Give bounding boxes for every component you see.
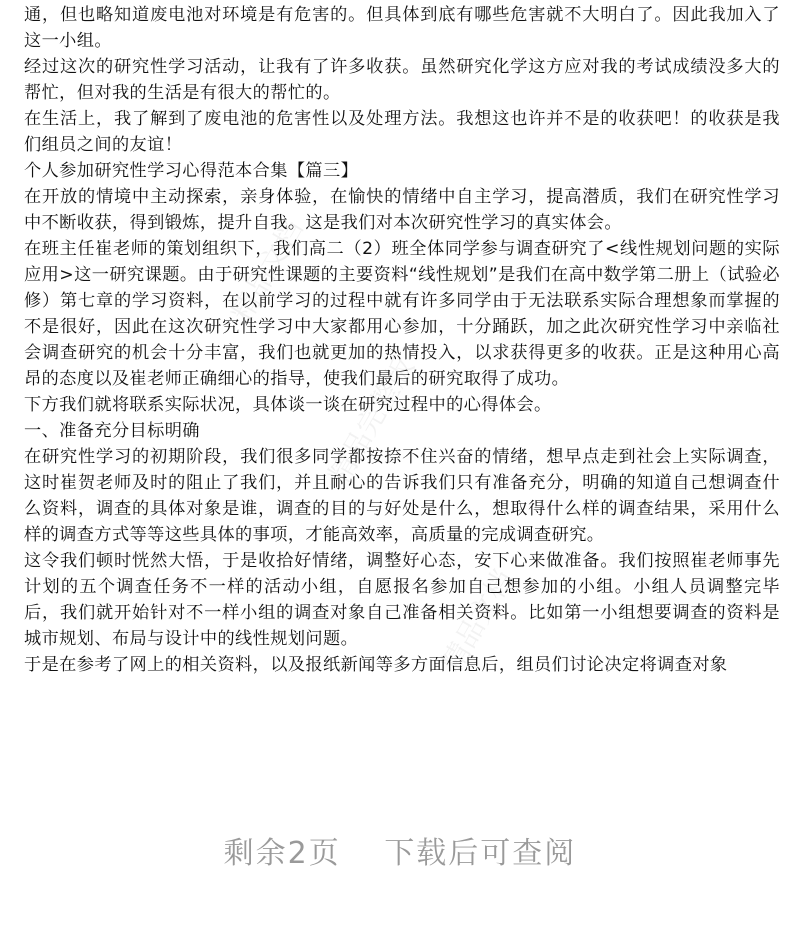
section-heading: 个人参加研究性学习心得范本合集【篇三】 <box>24 161 359 181</box>
paragraph: 在班主任崔老师的策划组织下，我们高二（2）班全体同学参与调查研究了<线性规划问题的实际应用>这一研究课题。由于研究性课题的主要资料“线性规划”是我们在高中数学第二册上（试验必修）第七章的学习资料，在以前学习的过程中就有许多同学由于无法联系实际合理想象而掌握的不是很好，因此在这次研究性学习中大家都用心参加，十分踊跃，加之此次研究性学习中亲临社会调查研究的机会十分丰富，我们也就更加的热情投入，以求获得更多的收获。正是这种用心高昂的态度以及崔老师正确细心的指导，使我们最后的研究取得了成功。 <box>24 239 780 389</box>
subsection-heading: 一、准备充分目标明确 <box>24 421 200 441</box>
paragraph: 经过这次的研究性学习活动，让我有了许多收获。虽然研究化学这方应对我的考试成绩没多大的帮忙，但对我的生活是有很大的帮忙的。 <box>24 57 780 103</box>
watermark: 精品文档 <box>225 213 310 328</box>
paragraph: 在研究性学习的初期阶段，我们很多同学都按捺不住兴奋的情绪，想早点走到社会上实际调查，这时崔贺老师及时的阻止了我们，并且耐心的告诉我们只有准备充分，明确的知道自己想调查什么资料，调查的具体对象是谁，调查的目的与好处是什么，想取得什么样的调查结果，采用什么样的调查方式等等这些具体的事项，才能高效率，高质量的完成调查研究。 <box>24 447 780 545</box>
paragraph: 在开放的情境中主动探索，亲身体验，在愉快的情绪中自主学习，提高潜质，我们在研究性学习中不断收获，得到锻炼，提升自我。这是我们对本次研究性学习的真实体会。 <box>24 187 780 233</box>
paragraph: 这令我们顿时恍然大悟，于是收拾好情绪，调整好心态，安下心来做准备。我们按照崔老师事先计划的五个调查任务不一样的活动小组，自愿报名参加自己想参加的小组。小组人员调整完毕后，我们就开始针对不一样小组的调查对象自己准备相关资料。比如第一小组想要调查的资料是城市规划、布局与设计中的线性规划问题。 <box>24 551 780 649</box>
document-body <box>24 0 780 678</box>
download-prompt-label: 下载后可查阅 <box>384 836 577 871</box>
watermark: 精品完整版 <box>322 351 421 490</box>
paragraph: 下方我们就将联系实际状况，具体谈一谈在研究过程中的心得体会。 <box>24 395 552 415</box>
paragraph: 在生活上，我了解到了废电池的危害性以及处理方法。我想这也许并不是的收获吧！的收获是我们组员之间的友谊！ <box>24 109 780 155</box>
paragraph: 于是在参考了网上的相关资料，以及报纸新闻等多方面信息后，组员们讨论决定将调查对象 <box>24 655 728 675</box>
download-more-banner[interactable] <box>0 828 800 872</box>
remaining-pages-label: 剩余2页 <box>223 836 341 871</box>
paragraph: 通，但也略知道废电池对环境是有危害的。但具体到底有哪些危害就不大明白了。因此我加入了这一小组。 <box>24 5 780 51</box>
watermark: 精品文档 <box>435 563 520 678</box>
